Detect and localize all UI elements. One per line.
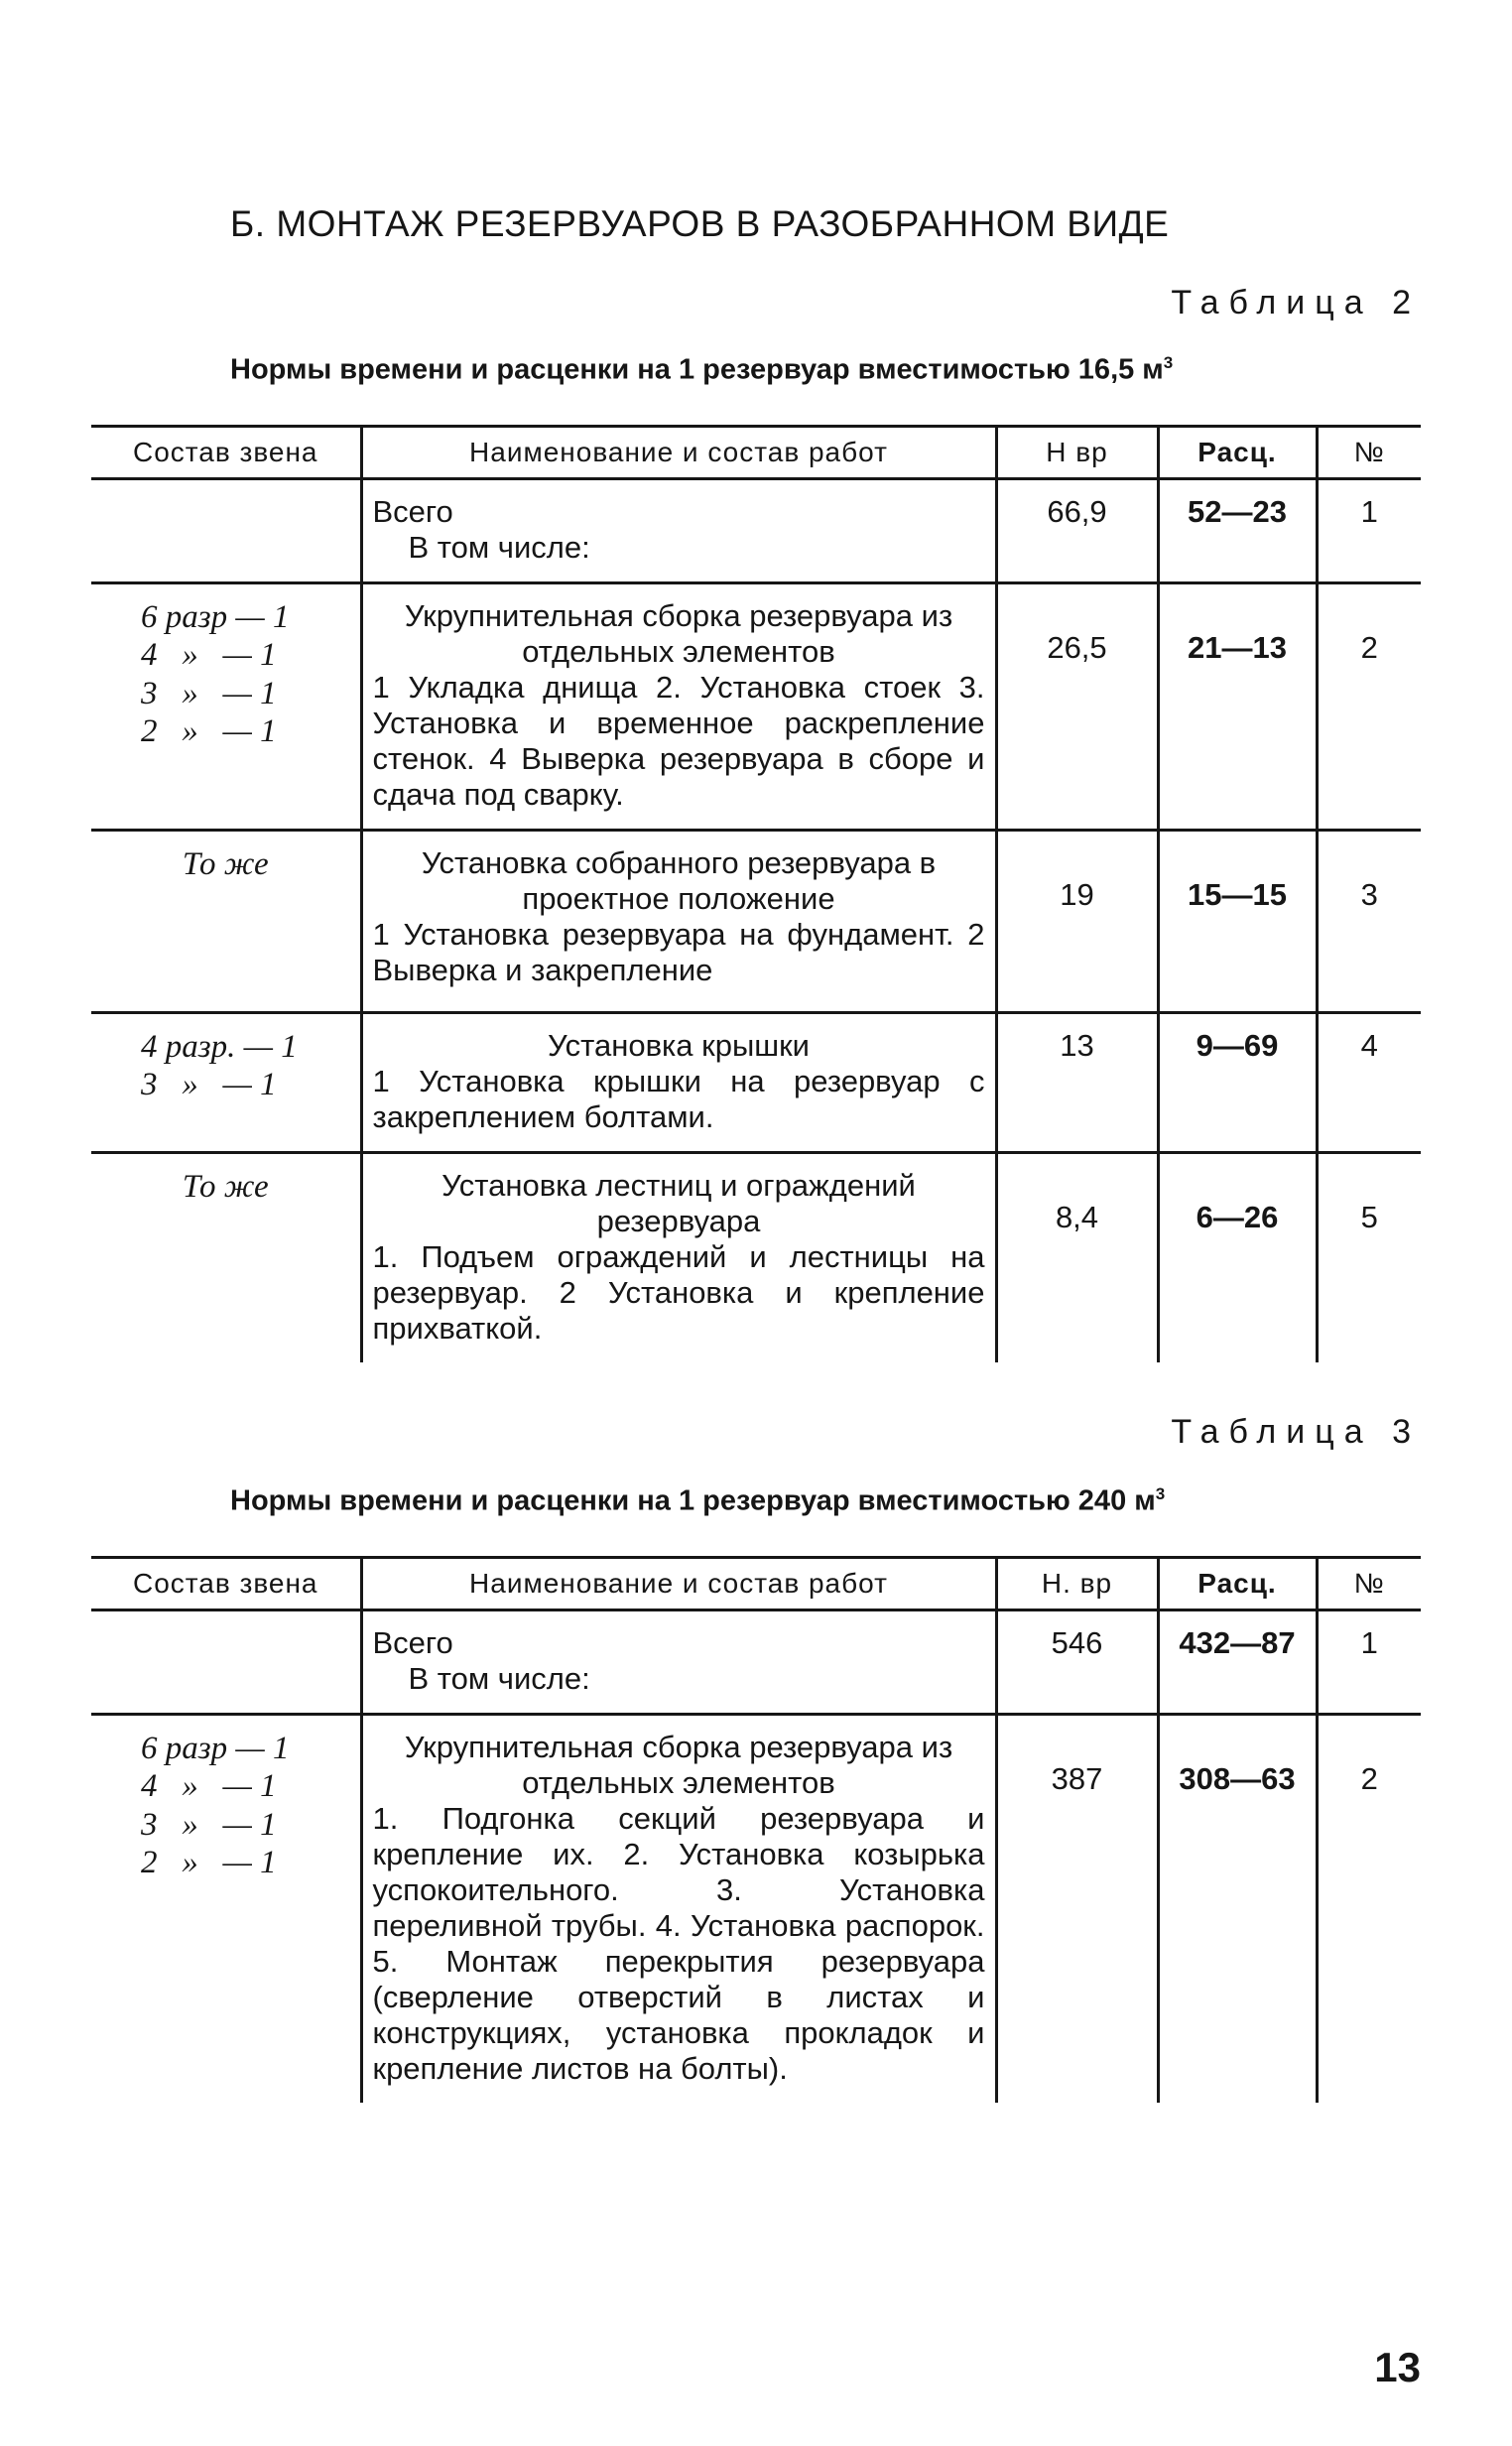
crew-line: 2 » — 1 [141, 1844, 277, 1880]
crew-line: 3 » — 1 [141, 675, 277, 711]
crew-line: 2 » — 1 [141, 712, 277, 749]
header-number: № [1317, 1558, 1421, 1610]
table-row [91, 1610, 1421, 1715]
crew-line: 6 разр — 1 [141, 599, 290, 635]
section-title: Б. МОНТАЖ РЕЗЕРВУАРОВ В РАЗОБРАННОМ ВИДЕ [230, 203, 1170, 244]
work-cell [361, 1610, 996, 1715]
table-header-row [91, 427, 1421, 479]
header-number: № [1317, 427, 1421, 479]
price-cell: 52—23 [1158, 479, 1317, 583]
price-cell: 15—15 [1158, 831, 1317, 1013]
table-3-caption-text: Нормы времени и расценки на 1 резервуар вместимостью 240 м [230, 1484, 1156, 1517]
time-cell: 26,5 [996, 583, 1158, 831]
table-3-label: Таблица 3 [1171, 1413, 1421, 1451]
crew-cell [91, 583, 361, 831]
header-work: Наименование и состав работ [361, 1558, 996, 1610]
work-title: Всего [372, 494, 453, 529]
price-cell: 308—63 [1158, 1715, 1317, 2103]
time-cell: 19 [996, 831, 1158, 1013]
crew-cell [91, 479, 361, 583]
work-title: Установка лестниц и ограждений резервуара [441, 1167, 916, 1238]
work-cell [361, 479, 996, 583]
header-time: Н. вр [996, 1558, 1158, 1610]
work-cell [361, 1013, 996, 1153]
work-description: 1. Подъем ограждений и лестницы на резервуар. 2 Установка и крепление прихваткой. [372, 1238, 985, 1346]
number-cell: 1 [1317, 1610, 1421, 1715]
crew-cell: То же [91, 831, 361, 1013]
work-title: Установка крышки [548, 1028, 810, 1063]
crew-line: 3 » — 1 [141, 1806, 277, 1843]
work-subtitle: В том числе: [408, 1660, 590, 1696]
number-cell: 5 [1317, 1152, 1421, 1361]
crew-line: 4 разр. — 1 [141, 1029, 298, 1065]
header-work: Наименование и состав работ [361, 427, 996, 479]
page-number: 13 [1374, 2344, 1421, 2390]
number-cell: 4 [1317, 1013, 1421, 1153]
table-row [91, 1715, 1421, 2103]
header-crew: Состав звена [91, 427, 361, 479]
price-cell: 6—26 [1158, 1152, 1317, 1361]
number-cell: 2 [1317, 1715, 1421, 2103]
work-cell [361, 1715, 996, 2103]
crew-cell [91, 1013, 361, 1153]
table-3-caption [230, 1484, 1165, 1518]
work-title: Установка собранного резервуара в проектное положение [421, 845, 937, 916]
work-description: 1. Подгонка секций резервуара и крепление их. 2. Установка козырька успокоительного. 3. Установка переливной трубы. 4. Установка распорок. 5. Монтаж перекрытия резервуара (сверление отверстий в листах и конструкциях, установка прокладок и крепление листов на болты). [372, 1800, 985, 2086]
norms-table-2 [91, 425, 1421, 1362]
crew-cell: То же [182, 1168, 269, 1205]
number-cell: 1 [1317, 479, 1421, 583]
work-title: Укрупнительная сборка резервуара из отдельных элементов [404, 598, 953, 669]
header-crew: Состав звена [91, 1558, 361, 1610]
work-title: Укрупнительная сборка резервуара из отдельных элементов [404, 1730, 953, 1800]
work-subtitle: В том числе: [408, 529, 590, 565]
crew-line: 6 разр — 1 [141, 1731, 290, 1766]
table-3-caption-sup: 3 [1155, 1484, 1166, 1503]
time-cell: 387 [996, 1715, 1158, 2103]
table-2-caption-text: Нормы времени и расценки на 1 резервуар вместимостью 16,5 м [230, 353, 1164, 386]
table-2-caption-sup: 3 [1163, 353, 1174, 372]
crew-cell [91, 1610, 361, 1715]
header-time: Н вр [996, 427, 1158, 479]
table-row [91, 1013, 1421, 1153]
time-cell: 8,4 [996, 1152, 1158, 1361]
work-cell [361, 583, 996, 831]
time-cell: 66,9 [996, 479, 1158, 583]
work-cell [361, 1152, 996, 1361]
crew-line: 4 » — 1 [141, 1768, 277, 1805]
header-price: Расц. [1158, 427, 1317, 479]
norms-table-3 [91, 1556, 1421, 2103]
table-2-label: Таблица 2 [1171, 284, 1421, 322]
time-cell: 546 [996, 1610, 1158, 1715]
crew-cell [91, 1715, 361, 2103]
number-cell: 2 [1317, 583, 1421, 831]
crew-line: 3 » — 1 [141, 1067, 277, 1103]
price-cell: 9—69 [1158, 1013, 1317, 1153]
header-price: Расц. [1158, 1558, 1317, 1610]
work-cell [361, 831, 996, 1013]
number-cell: 3 [1317, 831, 1421, 1013]
work-description: 1 Установка крышки на резервуар с закреплением болтами. [372, 1063, 985, 1134]
price-cell: 21—13 [1158, 583, 1317, 831]
crew-line: 4 » — 1 [141, 637, 277, 674]
table-2-caption [230, 353, 1173, 387]
price-cell: 432—87 [1158, 1610, 1317, 1715]
work-description: 1 Установка резервуара на фундамент. 2 Выверка и закрепление [372, 916, 985, 987]
table-row [91, 583, 1421, 831]
table-row [91, 479, 1421, 583]
time-cell: 13 [996, 1013, 1158, 1153]
table-row [91, 1152, 1421, 1361]
work-description: 1 Укладка днища 2. Установка стоек 3. Установка и временное раскрепление стенок. 4 Выверка резервуара в сборе и сдача под сварку. [372, 669, 985, 812]
table-row [91, 831, 1421, 1013]
work-title: Всего [372, 1625, 453, 1660]
table-header-row [91, 1558, 1421, 1610]
